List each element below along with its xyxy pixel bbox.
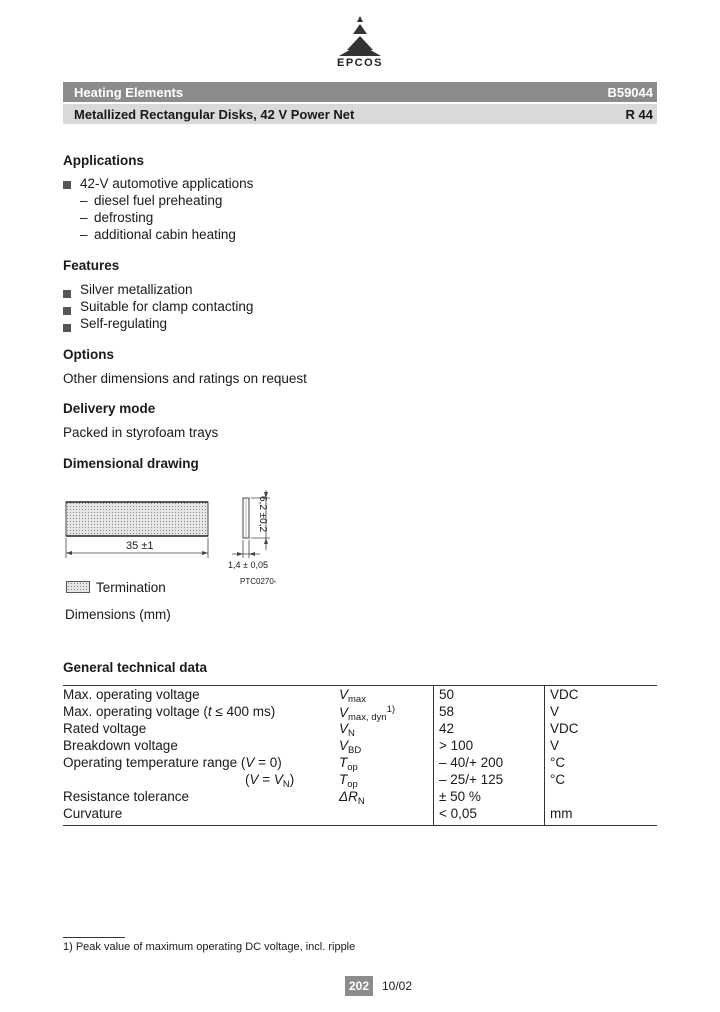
table-cell-param: Curvature — [63, 806, 123, 821]
table-cell-unit: VDC — [550, 721, 579, 736]
table-bottom-rule — [63, 825, 657, 826]
bullet-square-icon — [63, 324, 71, 332]
subheader-bar — [63, 104, 657, 124]
features-heading: Features — [63, 258, 120, 273]
table-cell-value: 42 — [439, 721, 455, 736]
footnote: 1) Peak value of maximum operating DC voltage, incl. ripple — [63, 941, 356, 953]
table-cell-value: > 100 — [439, 738, 474, 753]
table-cell-unit: °C — [550, 755, 566, 770]
feature-item: Silver metallization — [80, 282, 193, 297]
dimensions-units: Dimensions (mm) — [65, 607, 171, 622]
page-number: 202 — [345, 976, 373, 996]
footnote-rule — [63, 937, 125, 938]
page-date: 10/02 — [382, 979, 413, 993]
table-cell-param: Max. operating voltage (t ≤ 400 ms) — [63, 704, 276, 719]
table-top-rule — [63, 685, 657, 686]
doc-series: R 44 — [625, 106, 653, 122]
table-cell-param: Max. operating voltage — [63, 687, 200, 702]
application-sub: additional cabin heating — [94, 227, 236, 242]
doc-code: B59044 — [607, 84, 653, 100]
technical-heading: General technical data — [63, 660, 208, 675]
application-main: 42-V automotive applications — [80, 176, 254, 191]
table-cell-value: 50 — [439, 687, 455, 702]
table-cell-unit: V — [550, 738, 560, 753]
table-cell-symbol: $V_{max}$ — [339, 687, 366, 705]
feature-item: Suitable for clamp contacting — [80, 299, 254, 314]
table-cell-param: Resistance tolerance — [63, 789, 190, 804]
table-cell-symbol: $V_{BD}$ — [339, 738, 362, 756]
width-dimension: 6,2 ±0,2 — [257, 496, 268, 533]
table-divider — [433, 685, 434, 825]
table-cell-param: Breakdown voltage — [63, 738, 178, 753]
dash: – — [80, 193, 88, 208]
table-cell-symbol: $T_{op}$ — [339, 755, 358, 773]
table-cell-value: – 25/+ 125 — [439, 772, 504, 787]
table-cell-value: ± 50 % — [439, 789, 481, 804]
options-heading: Options — [63, 347, 114, 362]
table-divider — [544, 685, 545, 825]
epcos-logo — [325, 14, 395, 76]
options-text: Other dimensions and ratings on request — [63, 371, 307, 386]
drawing-reference: PTC0270- — [240, 577, 277, 586]
epcos-logo-icon — [325, 14, 395, 58]
doc-subtitle: Metallized Rectangular Disks, 42 V Power Net — [74, 106, 355, 122]
bullet-square-icon — [63, 290, 71, 298]
table-cell-symbol: $V_N$ — [339, 721, 355, 739]
table-cell-unit: mm — [550, 806, 573, 821]
drawing-heading: Dimensional drawing — [63, 456, 199, 471]
doc-title: Heating Elements — [74, 84, 184, 100]
feature-item: Self-regulating — [80, 316, 168, 331]
header-bar — [63, 82, 657, 102]
thickness-dimension: 1,4 ± 0,05 — [228, 560, 268, 570]
delivery-heading: Delivery mode — [63, 401, 156, 416]
table-cell-value: < 0,05 — [439, 806, 477, 821]
table-cell-unit: °C — [550, 772, 566, 787]
table-cell-unit: VDC — [550, 687, 579, 702]
termination-legend-swatch — [66, 581, 90, 593]
application-sub: defrosting — [94, 210, 154, 225]
table-cell-param: Operating temperature range (V = 0) — [63, 755, 282, 770]
bullet-square-icon — [63, 181, 71, 189]
table-cell-symbol: $\Delta R_N$ — [339, 789, 365, 807]
table-cell-param: $(V = V_N)$ — [245, 772, 295, 790]
dash: – — [80, 227, 88, 242]
length-dimension: 35 ±1 — [126, 540, 154, 552]
table-cell-param: Rated voltage — [63, 721, 147, 736]
table-cell-symbol: $V_{max, dyn}^{1)}$ — [339, 704, 396, 723]
logo-text: EPCOS — [336, 57, 383, 69]
applications-heading: Applications — [63, 153, 145, 168]
table-cell-symbol: $T_{op}$ — [339, 772, 358, 790]
application-sub: diesel fuel preheating — [94, 193, 223, 208]
table-cell-unit: V — [550, 704, 560, 719]
list-item — [63, 177, 71, 192]
table-cell-value: – 40/+ 200 — [439, 755, 504, 770]
termination-legend-label: Termination — [96, 580, 166, 595]
dash: – — [80, 210, 88, 225]
table-cell-value: 58 — [439, 704, 455, 719]
bullet-square-icon — [63, 307, 71, 315]
delivery-text: Packed in styrofoam trays — [63, 425, 219, 440]
